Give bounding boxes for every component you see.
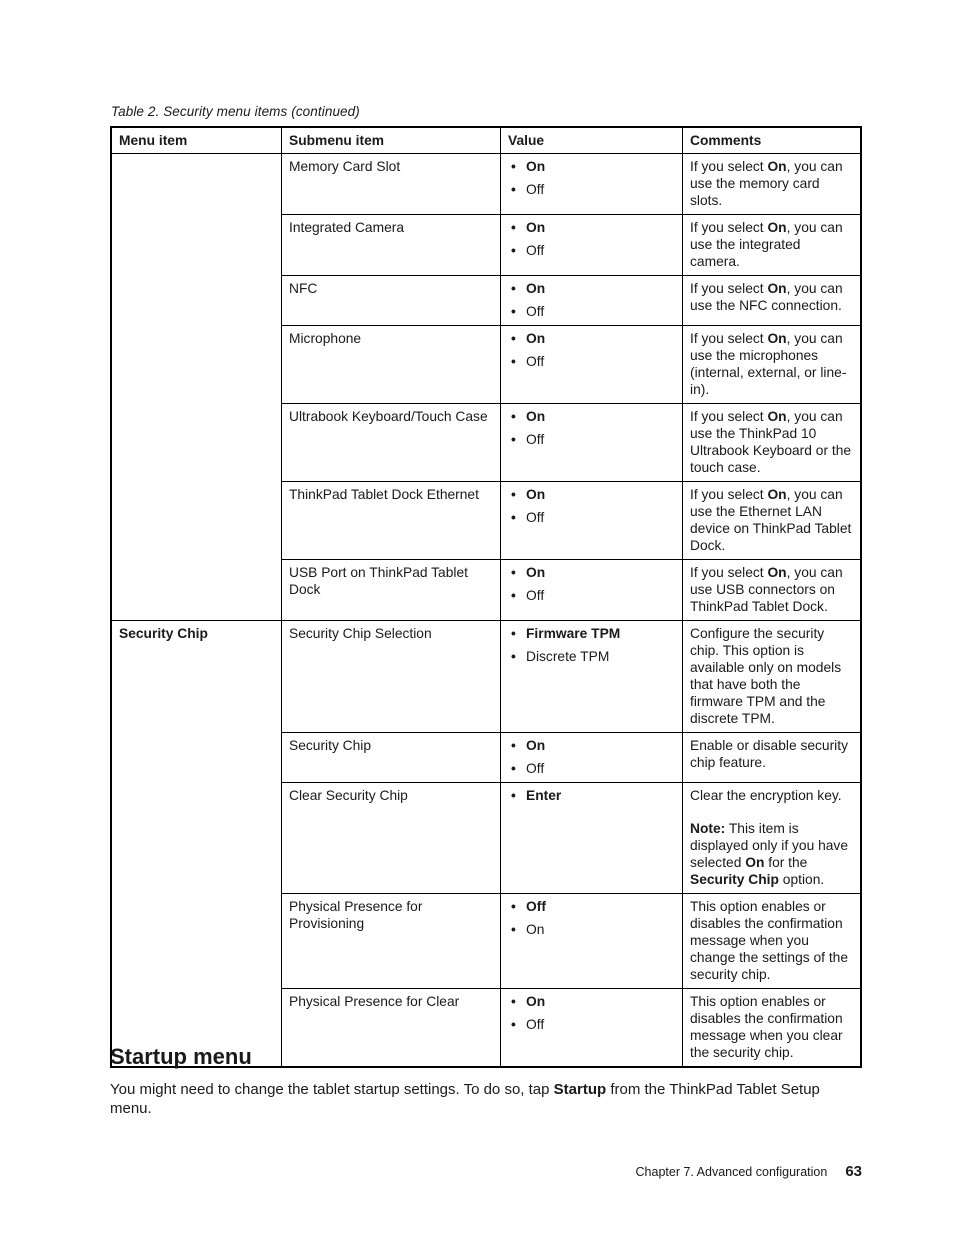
cell-menu-item	[111, 276, 282, 326]
text-run: This option enables or disables the confirmation message when you change the settings of the security chip.	[690, 899, 849, 982]
cell-comments	[683, 404, 862, 482]
comment-text	[690, 564, 853, 615]
cell-submenu-item: Physical Presence for Clear	[282, 989, 501, 1068]
comment-text	[690, 280, 853, 314]
text-run: , you can use the microphones (internal, external, or line-in).	[690, 331, 847, 397]
text-run: This item is displayed only if you have selected	[690, 821, 848, 870]
cell-value	[501, 276, 683, 326]
cell-value	[501, 783, 683, 894]
cell-value	[501, 482, 683, 560]
value-option: • Off	[508, 353, 675, 370]
cell-value	[501, 215, 683, 276]
cell-comments	[683, 215, 862, 276]
cell-submenu-item: Physical Presence for Provisioning	[282, 894, 501, 989]
table-row	[111, 326, 861, 404]
comment-text	[690, 219, 853, 270]
value-default: • On	[508, 486, 675, 503]
text-run: option.	[778, 872, 825, 887]
header-menu-item: Menu item	[111, 127, 282, 154]
text-run: , you can use USB connectors on ThinkPad Tablet Dock.	[690, 565, 843, 614]
table-row	[111, 621, 861, 733]
cell-menu-item	[111, 215, 282, 276]
text-run: , you can use the Ethernet LAN device on ThinkPad Tablet Dock.	[690, 487, 852, 553]
cell-submenu-item: Security Chip Selection	[282, 621, 501, 733]
text-run: If you select	[690, 159, 768, 174]
value-list	[508, 330, 675, 370]
text-run: You might need to change the tablet startup settings. To do so, tap	[110, 1081, 554, 1098]
value-default: • On	[508, 280, 675, 297]
cell-comments	[683, 482, 862, 560]
comment-text	[690, 408, 853, 476]
cell-comments	[683, 560, 862, 621]
cell-submenu-item: Security Chip	[282, 733, 501, 783]
text-run: If you select	[690, 281, 768, 296]
value-default: • On	[508, 993, 675, 1010]
bold-text: On	[767, 281, 787, 296]
bold-text: On	[767, 409, 787, 424]
text-run: If you select	[690, 487, 768, 502]
value-list	[508, 564, 675, 604]
cell-comments	[683, 326, 862, 404]
cell-menu-item	[111, 326, 282, 404]
table-header-row	[111, 127, 861, 154]
cell-submenu-item: Ultrabook Keyboard/Touch Case	[282, 404, 501, 482]
footer-chapter: Chapter 7. Advanced configuration	[635, 1165, 828, 1179]
comment-note	[690, 820, 853, 888]
section-paragraph	[110, 1080, 850, 1118]
header-value: Value	[501, 127, 683, 154]
table-row	[111, 276, 861, 326]
cell-menu-item	[111, 482, 282, 560]
table-row	[111, 154, 861, 215]
cell-value	[501, 326, 683, 404]
text-run: If you select	[690, 331, 768, 346]
cell-submenu-item: USB Port on ThinkPad Tablet Dock	[282, 560, 501, 621]
cell-submenu-item: ThinkPad Tablet Dock Ethernet	[282, 482, 501, 560]
value-list	[508, 219, 675, 259]
cell-menu-item	[111, 733, 282, 783]
value-default: • On	[508, 564, 675, 581]
cell-submenu-item: NFC	[282, 276, 501, 326]
cell-value	[501, 894, 683, 989]
value-list	[508, 408, 675, 448]
cell-menu-item: Security Chip	[111, 621, 282, 733]
page-number: 63	[845, 1163, 862, 1180]
comment-text	[690, 625, 853, 727]
value-default: • Firmware TPM	[508, 625, 675, 642]
cell-comments	[683, 733, 862, 783]
cell-submenu-item: Memory Card Slot	[282, 154, 501, 215]
value-default: • Enter	[508, 787, 675, 804]
text-run: , you can use the ThinkPad 10 Ultrabook Keyboard or the touch case.	[690, 409, 852, 475]
text-run: , you can use the NFC connection.	[690, 281, 843, 313]
cell-submenu-item: Integrated Camera	[282, 215, 501, 276]
table-row	[111, 215, 861, 276]
cell-value	[501, 154, 683, 215]
bold-text: On	[767, 220, 787, 235]
value-list	[508, 280, 675, 320]
cell-comments	[683, 783, 862, 894]
text-run: If you select	[690, 220, 768, 235]
value-default: • On	[508, 219, 675, 236]
bold-text: Security Chip	[690, 872, 779, 887]
comment-text	[690, 158, 853, 209]
value-option: • On	[508, 921, 675, 938]
table-row	[111, 404, 861, 482]
header-submenu-item: Submenu item	[282, 127, 501, 154]
value-option: • Discrete TPM	[508, 648, 675, 665]
value-list	[508, 898, 675, 938]
table-row	[111, 560, 861, 621]
value-option: • Off	[508, 242, 675, 259]
table-row	[111, 733, 861, 783]
cell-comments	[683, 276, 862, 326]
table-row	[111, 894, 861, 989]
cell-menu-item	[111, 783, 282, 894]
value-option: • Off	[508, 303, 675, 320]
text-run: If you select	[690, 409, 768, 424]
bold-text: On	[767, 565, 787, 580]
value-list	[508, 625, 675, 665]
value-default: • On	[508, 330, 675, 347]
value-default: • On	[508, 408, 675, 425]
value-option: • Off	[508, 181, 675, 198]
security-menu-table	[110, 126, 862, 1068]
text-run: , you can use the integrated camera.	[690, 220, 843, 269]
value-list	[508, 486, 675, 526]
bold-text: On	[745, 855, 765, 870]
value-list	[508, 993, 675, 1033]
comment-text	[690, 330, 853, 398]
comment-text	[690, 898, 853, 983]
value-list	[508, 787, 675, 804]
bold-text: On	[767, 487, 787, 502]
text-run: Enable or disable security chip feature.	[690, 738, 848, 770]
text-run: Clear the encryption key.	[690, 788, 842, 803]
value-default: • On	[508, 737, 675, 754]
comment-text	[690, 787, 853, 804]
cell-menu-item	[111, 154, 282, 215]
text-run: , you can use the memory card slots.	[690, 159, 843, 208]
value-list	[508, 158, 675, 198]
cell-value	[501, 560, 683, 621]
value-option: • Off	[508, 431, 675, 448]
table-caption: Table 2. Security menu items (continued)	[111, 104, 360, 119]
comment-text	[690, 486, 853, 554]
cell-comments	[683, 154, 862, 215]
value-option: • Off	[508, 509, 675, 526]
cell-comments	[683, 989, 862, 1068]
text-run: from the ThinkPad Tablet Setup menu.	[110, 1081, 820, 1117]
text-run: Configure the security chip. This option is available only on models that have both the firmware TPM and the discrete TPM.	[690, 626, 842, 726]
table-row	[111, 482, 861, 560]
value-default: • Off	[508, 898, 675, 915]
section-title: Startup menu	[110, 1044, 252, 1069]
bold-text: Note:	[690, 821, 726, 836]
comment-text	[690, 737, 853, 771]
value-list	[508, 737, 675, 777]
cell-comments	[683, 621, 862, 733]
text-run: for the	[764, 855, 808, 870]
cell-menu-item	[111, 894, 282, 989]
value-default: • On	[508, 158, 675, 175]
page-footer	[636, 1163, 862, 1180]
cell-menu-item	[111, 404, 282, 482]
cell-menu-item	[111, 560, 282, 621]
value-option: • Off	[508, 760, 675, 777]
comment-text	[690, 993, 853, 1061]
cell-submenu-item: Microphone	[282, 326, 501, 404]
bold-text: Startup	[553, 1081, 607, 1098]
cell-submenu-item: Clear Security Chip	[282, 783, 501, 894]
cell-value	[501, 621, 683, 733]
table-row	[111, 783, 861, 894]
header-comments: Comments	[683, 127, 862, 154]
bold-text: On	[767, 331, 787, 346]
value-option: • Off	[508, 587, 675, 604]
text-run: If you select	[690, 565, 768, 580]
bold-text: On	[767, 159, 787, 174]
cell-value	[501, 404, 683, 482]
text-run: This option enables or disables the confirmation message when you clear the security chip.	[690, 994, 843, 1060]
cell-comments	[683, 894, 862, 989]
cell-value	[501, 733, 683, 783]
value-option: • Off	[508, 1016, 675, 1033]
cell-value	[501, 989, 683, 1068]
